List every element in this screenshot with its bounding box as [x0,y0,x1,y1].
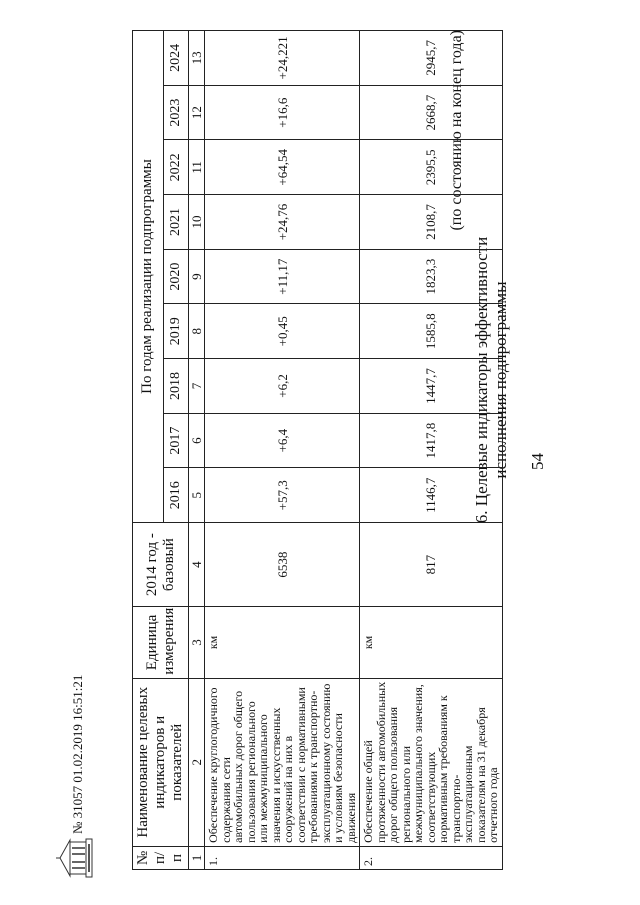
document-registration-number: № 31057 01.02.2019 16:51:21 [70,674,85,834]
header-base-year: 2014 год - базовый [133,523,189,607]
header-year: 2017 [163,413,188,468]
column-number: 10 [189,195,205,250]
column-number: 2 [189,678,205,846]
year-value: +6,4 [205,413,360,468]
year-value: 2108,7 [360,195,503,250]
row-number: 2. [360,846,503,869]
header-year: 2020 [163,249,188,304]
indicator-unit: км [360,607,503,678]
header-year: 2024 [163,31,188,86]
year-value: 2945,7 [360,31,503,86]
header-year: 2022 [163,140,188,195]
year-value: +64,54 [205,140,360,195]
year-value: +0,45 [205,304,360,359]
column-number: 11 [189,140,205,195]
header-year: 2023 [163,85,188,140]
column-number: 6 [189,413,205,468]
heading-line-1: 6. Целевые индикаторы эффективности [472,236,491,524]
indicator-name: Обеспечение общей протяженности автомобильных дорог общего пользования регионального или межмуниципального значения, соответствующих нормативным требованиям к транспортно-эксплуатационным показателям на 31 декабря отчетного года [360,678,503,846]
indicator-unit: км [205,607,360,678]
year-value: +6,2 [205,359,360,414]
rotated-page [48,30,608,890]
base-value: 6538 [205,523,360,607]
year-value: +57,3 [205,468,360,523]
column-number: 5 [189,468,205,523]
table-row [205,31,360,870]
building-seal-icon [56,838,94,878]
indicators-table [132,30,503,870]
year-value: 1585,8 [360,304,503,359]
column-number: 9 [189,249,205,304]
year-value: 1447,7 [360,359,503,414]
year-value: +16,6 [205,85,360,140]
column-number: 13 [189,31,205,86]
indicator-name: Обеспечение круглогодичного содержания сети автомобильных дорог общего пользования регионального или межмуниципального значения и искусственных сооружений на них в соответствии с нормативными требованиями к транспортно-эксплуатационному состоянию и условиям безопасности движения [205,678,360,846]
header-year: 2019 [163,304,188,359]
base-value: 817 [360,523,503,607]
header-year: 2021 [163,195,188,250]
header-unit: Единица измерения [133,607,189,678]
heading-line-2: исполнения подпрограммы [491,281,510,479]
table-row [360,31,503,870]
header-name: Наименование целевых индикаторов и показателей [133,678,189,846]
column-number: 3 [189,607,205,678]
year-value: 2668,7 [360,85,503,140]
column-number: 12 [189,85,205,140]
column-number: 7 [189,359,205,414]
page-number: 54 [528,453,547,470]
column-number-row [189,31,205,870]
column-number: 8 [189,304,205,359]
column-number: 1 [189,846,205,869]
year-value: +24,221 [205,31,360,86]
header-year: 2016 [163,468,188,523]
year-value: +11,17 [205,249,360,304]
period-note: (по состоянию на конец года) [448,30,465,231]
header-num: № п/п [133,846,189,869]
year-value: 1146,7 [360,468,503,523]
header-year: 2018 [163,359,188,414]
year-value: 2395,5 [360,140,503,195]
year-value: 1823,3 [360,249,503,304]
column-number: 4 [189,523,205,607]
year-value: +24,76 [205,195,360,250]
header-years-group: По годам реализации подпрограммы [133,31,164,523]
year-value: 1417,8 [360,413,503,468]
row-number: 1. [205,846,360,869]
table-header-row-1 [133,31,164,870]
